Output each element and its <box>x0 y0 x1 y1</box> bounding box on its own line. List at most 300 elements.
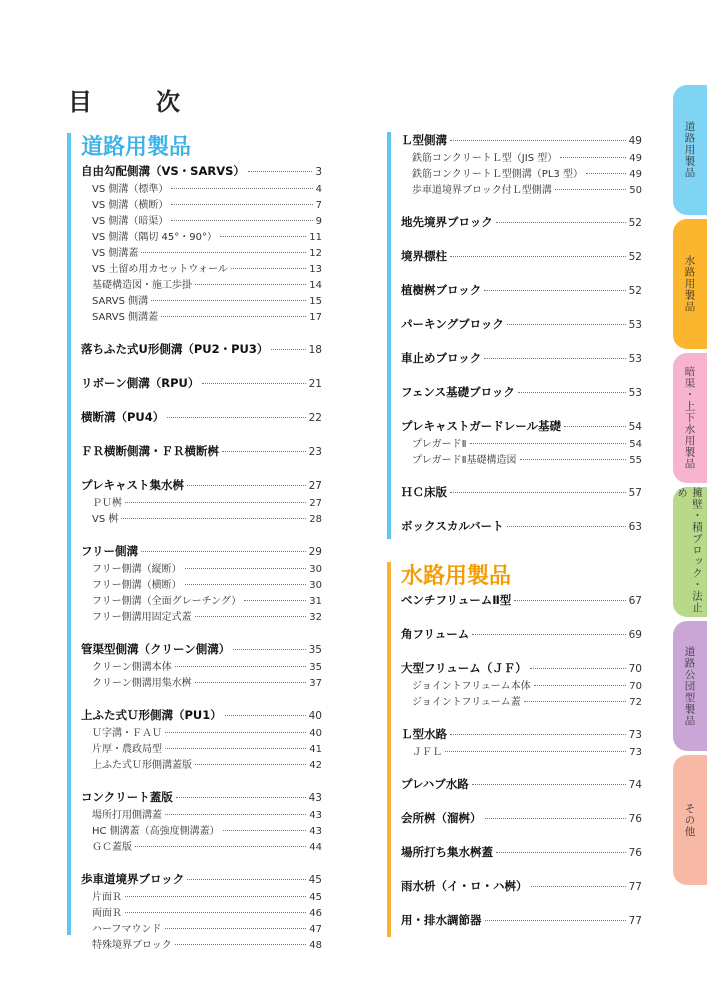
toc-column-right-top <box>387 132 642 539</box>
toc-sub-entry[interactable] <box>81 838 322 854</box>
entry-label: 歩車道境界ブロック付Ｌ型側溝 <box>412 185 552 196</box>
page-number: 40 <box>309 728 322 739</box>
dot-leader <box>141 551 306 552</box>
toc-sub-entry[interactable] <box>401 181 642 197</box>
dot-leader <box>171 188 312 189</box>
entry-label: VS 桝 <box>92 514 119 525</box>
toc-entry[interactable] <box>81 543 322 560</box>
entry-label: HC 側溝蓋（高強度側溝蓋） <box>92 826 220 837</box>
toc-group <box>401 418 642 467</box>
dot-leader <box>555 189 626 190</box>
toc-sub-entry[interactable] <box>81 608 322 624</box>
toc-sub-entry[interactable] <box>401 743 642 759</box>
page-number: 31 <box>309 596 322 607</box>
section-tab-label: 道路用製品 <box>683 121 696 179</box>
page-number: 76 <box>628 813 642 825</box>
entry-label: フリー側溝用固定式蓋 <box>92 612 192 623</box>
toc-sub-entry[interactable] <box>401 149 642 165</box>
entry-label: 境界標柱 <box>401 249 447 263</box>
entry-label: 片面Ｒ <box>92 892 122 903</box>
toc-entry[interactable] <box>81 871 322 888</box>
dot-leader <box>151 300 306 301</box>
toc-sub-entry[interactable] <box>81 936 322 952</box>
section-tab[interactable] <box>673 353 707 483</box>
toc-sub-entry[interactable] <box>81 920 322 936</box>
toc-entry[interactable] <box>401 592 642 609</box>
toc-sub-entry[interactable] <box>81 740 322 756</box>
page-number: 52 <box>628 251 642 263</box>
toc-group <box>81 641 322 690</box>
dot-leader <box>171 220 312 221</box>
toc-sub-entry[interactable] <box>81 674 322 690</box>
dot-leader <box>530 668 626 669</box>
dot-leader <box>248 171 312 172</box>
dot-leader <box>507 526 626 527</box>
entry-label: VS 側溝（横断） <box>92 200 169 211</box>
toc-group <box>401 282 642 299</box>
toc-entry[interactable] <box>401 844 642 861</box>
page-number: 45 <box>308 874 322 886</box>
dot-leader <box>496 222 626 223</box>
dot-leader <box>450 140 626 141</box>
page-number: 29 <box>308 546 322 558</box>
toc-sub-entry[interactable] <box>401 451 642 467</box>
entry-label: VS 側溝（標準） <box>92 184 169 195</box>
section-tab-label: その他 <box>683 802 696 838</box>
dot-leader <box>165 928 307 929</box>
page-number: 13 <box>309 264 322 275</box>
entry-label: ハーフマウンド <box>92 924 162 935</box>
toc-group <box>401 844 642 861</box>
dot-leader <box>271 349 305 350</box>
page-number: 43 <box>309 826 322 837</box>
dot-leader <box>531 886 626 887</box>
page-number: 7 <box>315 200 322 211</box>
entry-label: ＪＦＬ <box>412 747 442 758</box>
page-title: 目 次 <box>68 87 200 116</box>
section-tab-label: 道路公団型製品 <box>683 645 696 727</box>
page-number: 49 <box>628 135 642 147</box>
dot-leader <box>472 784 626 785</box>
toc-entry[interactable] <box>81 707 322 724</box>
entry-label: VS 側溝（隅切 45°・90°） <box>92 232 217 243</box>
dot-leader <box>450 256 626 257</box>
entry-label: 上ふた式Ｕ形側溝蓋版 <box>92 760 192 771</box>
page-number: 53 <box>628 387 642 399</box>
page-number: 27 <box>308 480 322 492</box>
entry-label: 上ふた式Ｕ形側溝（PU1） <box>81 708 222 722</box>
entry-label: プレキャスト集水桝 <box>81 478 185 492</box>
toc-group <box>401 660 642 709</box>
page-number: 35 <box>308 644 322 656</box>
page-number: 32 <box>309 612 322 623</box>
entry-label: フリー側溝 <box>81 544 139 558</box>
dot-leader <box>231 268 306 269</box>
page-number: 50 <box>629 185 642 196</box>
page-number: 22 <box>308 412 322 424</box>
toc-entry[interactable] <box>401 660 642 677</box>
entry-label: VS 側溝蓋 <box>92 248 139 259</box>
page-number: 40 <box>308 710 322 722</box>
toc-sub-entry[interactable] <box>81 904 322 920</box>
dot-leader <box>141 252 306 253</box>
entry-label: 角フリューム <box>401 627 470 641</box>
dot-leader <box>223 830 307 831</box>
dot-leader <box>171 204 312 205</box>
toc-entry[interactable] <box>401 350 642 367</box>
page-number: 47 <box>309 924 322 935</box>
toc-sub-entry[interactable] <box>81 560 322 576</box>
section-tab[interactable] <box>673 755 707 885</box>
entry-label: 特殊境界ブロック <box>92 940 172 951</box>
page-number: 43 <box>308 792 322 804</box>
dot-leader <box>233 649 305 650</box>
entry-label: VS 土留め用カセットウォール <box>92 264 228 275</box>
toc-sub-entry[interactable] <box>81 292 322 308</box>
dot-leader <box>450 734 626 735</box>
section-tab[interactable] <box>673 85 707 215</box>
page-number: 15 <box>309 296 322 307</box>
toc-entry[interactable] <box>401 418 642 435</box>
entry-label: 雨水枡（イ・ロ・ハ桝） <box>401 879 528 893</box>
dot-leader <box>135 846 306 847</box>
page-number: 49 <box>629 169 642 180</box>
toc-sub-entry[interactable] <box>81 228 322 244</box>
dot-leader <box>125 896 306 897</box>
toc-group <box>81 477 322 526</box>
toc-group <box>401 912 642 929</box>
dot-leader <box>175 666 306 667</box>
page-number: 46 <box>309 908 322 919</box>
toc-entry[interactable] <box>81 341 322 358</box>
dot-leader <box>165 814 306 815</box>
entry-label: 落ちふた式U形側溝（PU2・PU3） <box>81 342 269 356</box>
toc-entry[interactable] <box>401 726 642 743</box>
page-number: 27 <box>309 498 322 509</box>
entry-label: フェンス基礎ブロック <box>401 385 515 399</box>
entry-label: Ｌ型側溝 <box>401 133 447 147</box>
section-tab[interactable] <box>673 487 707 617</box>
toc-group <box>81 409 322 426</box>
dot-leader <box>202 383 305 384</box>
toc-entry[interactable] <box>401 912 642 929</box>
dot-leader <box>244 600 306 601</box>
toc-group <box>81 375 322 392</box>
toc-entry[interactable] <box>81 409 322 426</box>
section-bar <box>387 562 391 937</box>
dot-leader <box>485 818 626 819</box>
toc-sub-entry[interactable] <box>81 276 322 292</box>
toc-group <box>81 707 322 772</box>
section-tab-label: 擁壁・積ブロック・法止め <box>676 487 703 614</box>
page-number: 57 <box>628 487 642 499</box>
page-number: 35 <box>309 662 322 673</box>
entry-label: 場所打ち集水桝蓋 <box>401 845 493 859</box>
toc-group <box>401 726 642 759</box>
toc-sub-entry[interactable] <box>81 308 322 324</box>
page-number: 74 <box>628 779 642 791</box>
entry-label: プレキャストガードレール基礎 <box>401 419 561 433</box>
toc-group <box>401 810 642 827</box>
dot-leader <box>176 797 306 798</box>
entry-label: SARVS 側溝蓋 <box>92 312 159 323</box>
page-number: 53 <box>628 353 642 365</box>
toc-sub-entry[interactable] <box>81 196 322 212</box>
dot-leader <box>220 236 306 237</box>
toc-sub-entry[interactable] <box>81 576 322 592</box>
dot-leader <box>472 634 625 635</box>
toc-sub-entry[interactable] <box>81 212 322 228</box>
dot-leader <box>225 715 306 716</box>
dot-leader <box>484 290 625 291</box>
dot-leader <box>165 748 306 749</box>
toc-sub-entry[interactable] <box>81 180 322 196</box>
toc-entry[interactable] <box>401 384 642 401</box>
entry-label: 地先境界ブロック <box>401 215 493 229</box>
dot-leader <box>195 284 306 285</box>
toc-column-right-bottom <box>387 562 642 937</box>
dot-leader <box>560 157 626 158</box>
entry-label: ＦＲ横断側溝・ＦＲ横断桝 <box>81 444 219 458</box>
page-number: 14 <box>309 280 322 291</box>
entry-label: 管渠型側溝（クリーン側溝） <box>81 642 231 656</box>
entry-label: ベンチフリュームⅡ型 <box>401 593 512 607</box>
entry-label: 大型フリューム（ＪＦ） <box>401 661 527 675</box>
entry-label: ボックスカルバート <box>401 519 504 533</box>
dot-leader <box>125 502 306 503</box>
entry-label: SARVS 側溝 <box>92 296 149 307</box>
entry-label: 場所打用側溝蓋 <box>92 810 162 821</box>
page-number: 54 <box>628 421 642 433</box>
dot-leader <box>175 944 306 945</box>
dot-leader <box>507 324 626 325</box>
entry-label: ジョイントフリューム本体 <box>412 681 531 692</box>
entry-label: ＧＣ蓋版 <box>92 842 132 853</box>
page-number: 52 <box>628 285 642 297</box>
page-number: 48 <box>309 940 322 951</box>
page-number: 41 <box>309 744 322 755</box>
dot-leader <box>195 682 306 683</box>
toc-sub-entry[interactable] <box>401 693 642 709</box>
toc-group <box>81 543 322 624</box>
toc-sub-entry[interactable] <box>81 260 322 276</box>
dot-leader <box>450 492 626 493</box>
entry-label: パーキングブロック <box>401 317 504 331</box>
toc-entry[interactable] <box>81 477 322 494</box>
page-number: 52 <box>628 217 642 229</box>
page-number: 76 <box>628 847 642 859</box>
toc-entry[interactable] <box>401 214 642 231</box>
entry-label: 植樹桝ブロック <box>401 283 482 297</box>
dot-leader <box>445 751 626 752</box>
page-number: 9 <box>315 216 322 227</box>
page-number: 73 <box>629 747 642 758</box>
entry-label: 用・排水調節器 <box>401 913 482 927</box>
entry-label: プレガードⅡ <box>412 439 467 450</box>
page-number: 18 <box>308 344 322 356</box>
entry-label: 自由勾配側溝（VS・SARVS） <box>81 164 245 178</box>
entry-label: フリー側溝（縦断） <box>92 564 182 575</box>
page-number: 77 <box>628 881 642 893</box>
entry-label: 基礎構造図・施工歩掛 <box>92 280 192 291</box>
dot-leader <box>121 518 306 519</box>
dot-leader <box>534 685 626 686</box>
toc-group <box>401 248 642 265</box>
toc-sub-entry[interactable] <box>401 165 642 181</box>
page-number: 28 <box>309 514 322 525</box>
toc-group <box>401 878 642 895</box>
dot-leader <box>195 616 307 617</box>
toc-group <box>81 789 322 854</box>
page-number: 72 <box>629 697 642 708</box>
dot-leader <box>125 912 306 913</box>
entry-label: ＰＵ桝 <box>92 498 122 509</box>
page-number: 70 <box>628 663 642 675</box>
dot-leader <box>484 358 625 359</box>
entry-label: Ｌ型水路 <box>401 727 447 741</box>
toc-sub-entry[interactable] <box>81 658 322 674</box>
dot-leader <box>165 732 306 733</box>
entry-label: 片厚・農政局型 <box>92 744 162 755</box>
dot-leader <box>524 701 626 702</box>
toc-sub-entry[interactable] <box>81 822 322 838</box>
page-number: 37 <box>309 678 322 689</box>
page-number: 23 <box>308 446 322 458</box>
section-bar <box>67 133 71 935</box>
toc-entry[interactable] <box>401 518 642 535</box>
toc-group <box>81 871 322 952</box>
page-number: 30 <box>309 580 322 591</box>
entry-label: クリーン側溝用集水桝 <box>92 678 192 689</box>
toc-entry[interactable] <box>81 375 322 392</box>
dot-leader <box>514 600 625 601</box>
toc-group <box>401 132 642 197</box>
toc-group <box>81 443 322 460</box>
page-number: 45 <box>309 892 322 903</box>
toc-entry[interactable] <box>401 878 642 895</box>
entry-label: フリー側溝（横断） <box>92 580 182 591</box>
page-number: 42 <box>309 760 322 771</box>
toc-sub-entry[interactable] <box>81 510 322 526</box>
toc-entry[interactable] <box>81 789 322 806</box>
toc-group <box>401 384 642 401</box>
page-number: 12 <box>309 248 322 259</box>
page-number: 53 <box>628 319 642 331</box>
toc-group <box>81 341 322 358</box>
toc-column-left <box>67 133 322 951</box>
dot-leader <box>586 173 626 174</box>
toc-sub-entry[interactable] <box>81 592 322 608</box>
dot-leader <box>185 584 307 585</box>
dot-leader <box>485 920 626 921</box>
toc-entry[interactable] <box>81 163 322 180</box>
page-number: 63 <box>628 521 642 533</box>
dot-leader <box>222 451 306 452</box>
section-tab[interactable] <box>673 219 707 349</box>
dot-leader <box>167 417 305 418</box>
page-number: 44 <box>309 842 322 853</box>
toc-sub-entry[interactable] <box>81 888 322 904</box>
page-number: 11 <box>309 232 322 243</box>
entry-label: 鉄筋コンクリートＬ型（JIS 型） <box>412 153 558 164</box>
toc-group <box>401 350 642 367</box>
toc-entry[interactable] <box>401 316 642 333</box>
toc-group <box>401 316 642 333</box>
page-number: 30 <box>309 564 322 575</box>
dot-leader <box>187 879 305 880</box>
page-number: 69 <box>628 629 642 641</box>
page-number: 49 <box>629 153 642 164</box>
entry-label: プレガードⅡ基礎構造図 <box>412 455 517 466</box>
section-heading-douro: 道路用製品 <box>81 135 192 160</box>
toc-entry[interactable] <box>401 132 642 149</box>
entry-label: 横断溝（PU4） <box>81 410 165 424</box>
section-tabs <box>673 85 707 889</box>
toc-group <box>401 214 642 231</box>
entry-label: ジョイントフリューム蓋 <box>412 697 521 708</box>
dot-leader <box>518 392 626 393</box>
page-number: 4 <box>315 184 322 195</box>
toc-sub-entry[interactable] <box>81 806 322 822</box>
entry-label: 車止めブロック <box>401 351 482 365</box>
toc-group <box>401 592 642 609</box>
section-tab[interactable] <box>673 621 707 751</box>
entry-label: 歩車道境界ブロック <box>81 872 185 886</box>
entry-label: リボーン側溝（RPU） <box>81 376 200 390</box>
toc-sub-entry[interactable] <box>401 435 642 451</box>
toc-group <box>401 626 642 643</box>
page-number: 70 <box>629 681 642 692</box>
section-heading-suiro: 水路用製品 <box>401 564 512 589</box>
toc-group <box>81 163 322 324</box>
toc-group <box>401 776 642 793</box>
entry-label: クリーン側溝本体 <box>92 662 172 673</box>
toc-entry[interactable] <box>401 282 642 299</box>
toc-group <box>401 484 642 501</box>
section-bar <box>387 132 391 539</box>
toc-sub-entry[interactable] <box>81 724 322 740</box>
dot-leader <box>520 459 627 460</box>
toc-sub-entry[interactable] <box>81 756 322 772</box>
toc-sub-entry[interactable] <box>401 677 642 693</box>
page-number: 3 <box>315 166 322 178</box>
section-tab-label: 水路用製品 <box>683 255 696 313</box>
page-number: 54 <box>629 439 642 450</box>
toc-group <box>401 518 642 535</box>
entry-label: 鉄筋コンクリートＬ型側溝（PL3 型） <box>412 169 583 180</box>
dot-leader <box>161 316 306 317</box>
toc-entry[interactable] <box>401 248 642 265</box>
toc-sub-entry[interactable] <box>81 494 322 510</box>
entry-label: コンクリート蓋版 <box>81 790 173 804</box>
page-number: 67 <box>628 595 642 607</box>
dot-leader <box>187 485 306 486</box>
toc-entry[interactable] <box>401 776 642 793</box>
entry-label: プレハブ水路 <box>401 777 469 791</box>
toc-entry[interactable] <box>81 443 322 460</box>
dot-leader <box>564 426 626 427</box>
entry-label: ＨＣ床版 <box>401 485 447 499</box>
entry-label: VS 側溝（暗渠） <box>92 216 169 227</box>
toc-entry[interactable] <box>401 626 642 643</box>
toc-entry[interactable] <box>401 810 642 827</box>
dot-leader <box>470 443 627 444</box>
entry-label: フリー側溝（全面グレーチング） <box>92 596 242 607</box>
toc-entry[interactable] <box>81 641 322 658</box>
toc-sub-entry[interactable] <box>81 244 322 260</box>
toc-entry[interactable] <box>401 484 642 501</box>
entry-label: 会所桝（溜桝） <box>401 811 482 825</box>
